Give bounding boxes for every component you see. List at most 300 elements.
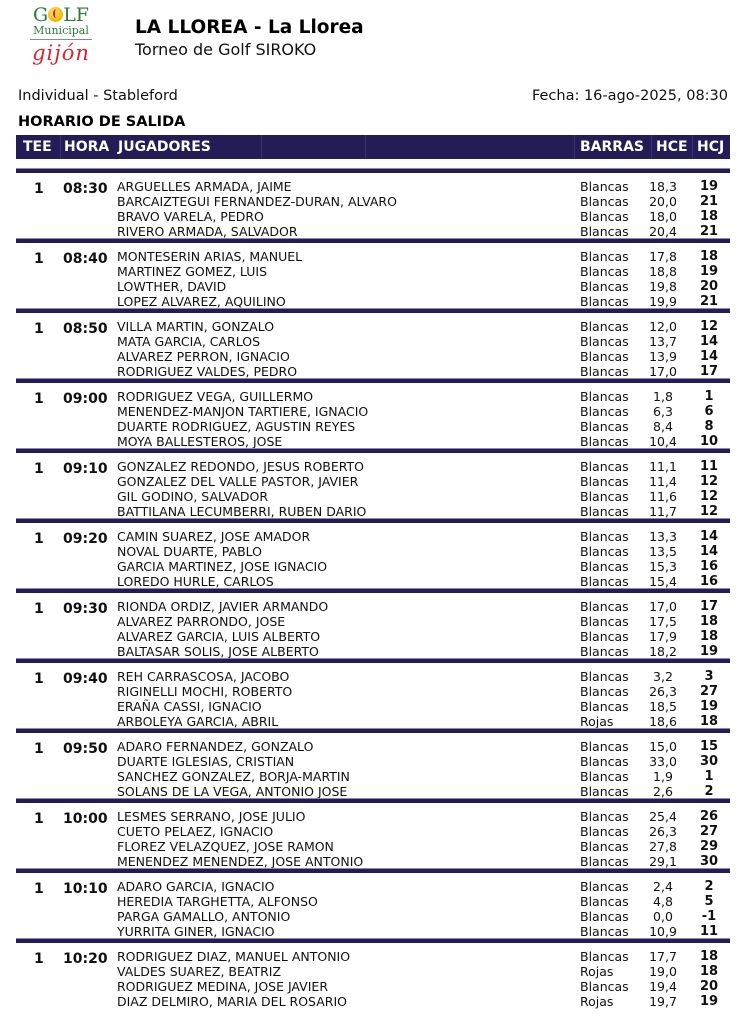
handicap-playing: 18 — [699, 949, 719, 964]
handicap-exact — [633, 544, 686, 559]
tee-time: 10:00 — [63, 811, 108, 827]
column-header-jugadores: JUGADORES — [118, 139, 211, 155]
handicap-exact — [633, 294, 686, 309]
player-name: MENENDEZ-MANJON TARTIERE, IGNACIO — [117, 404, 369, 419]
handicap-playing: 18 — [699, 964, 719, 979]
handicap-playing: 1 — [704, 769, 714, 784]
player-name: CAMIN SUAREZ, JOSE AMADOR — [117, 529, 311, 544]
tee-time-group — [16, 309, 730, 383]
handicap-exact-value: 27,8 — [649, 839, 677, 854]
handicap-exact — [633, 879, 686, 894]
tee-color: Rojas — [580, 964, 614, 979]
handicap-exact — [633, 194, 686, 209]
handicap-playing: 16 — [699, 559, 719, 574]
handicap-exact — [633, 894, 686, 909]
handicap-exact-value: 18,8 — [649, 264, 677, 279]
handicap-exact-value: 1,8 — [653, 389, 673, 404]
handicap-exact-value: 11,1 — [649, 459, 677, 474]
player-name: RODRIGUEZ MEDINA, JOSE JAVIER — [117, 979, 329, 994]
table-row — [16, 544, 730, 559]
player-name: ALVAREZ PARRONDO, JOSE — [117, 614, 286, 629]
handicap-playing: 11 — [699, 459, 719, 474]
handicap-exact — [633, 209, 686, 224]
player-name: RIVERO ARMADA, SALVADOR — [117, 224, 298, 239]
handicap-playing: 12 — [699, 319, 719, 334]
section-title: HORARIO DE SALIDA — [18, 114, 186, 130]
tee-color: Blancas — [580, 434, 629, 449]
tee-color: Blancas — [580, 614, 629, 629]
player-name: ARBOLEYA GARCIA, ABRIL — [117, 714, 279, 729]
handicap-exact — [633, 504, 686, 519]
handicap-exact-value: 19,4 — [649, 979, 677, 994]
table-row — [16, 279, 730, 294]
handicap-playing: 10 — [699, 434, 719, 449]
handicap-playing: 6 — [704, 404, 714, 419]
tee-number: 1 — [34, 391, 44, 407]
game-format: Individual - Stableford — [18, 88, 178, 104]
tee-color: Rojas — [580, 994, 614, 1009]
handicap-exact — [633, 964, 686, 979]
tee-time: 08:50 — [63, 321, 108, 337]
tee-time-group — [16, 239, 730, 313]
handicap-playing: 14 — [699, 544, 719, 559]
table-row — [16, 319, 730, 334]
handicap-playing: 18 — [699, 249, 719, 264]
handicap-exact-value: 0,0 — [653, 909, 673, 924]
handicap-playing: 17 — [699, 599, 719, 614]
table-row — [16, 489, 730, 504]
handicap-playing: 18 — [699, 714, 719, 729]
column-divider — [651, 135, 652, 159]
handicap-playing: 18 — [699, 629, 719, 644]
player-name: LOREDO HURLE, CARLOS — [117, 574, 274, 589]
handicap-exact-value: 17,9 — [649, 629, 677, 644]
table-row — [16, 854, 730, 869]
handicap-playing: 30 — [699, 854, 719, 869]
tee-time: 10:10 — [63, 881, 108, 897]
handicap-exact-value: 25,4 — [649, 809, 677, 824]
course-title: LA LLOREA - La Llorea — [135, 17, 364, 38]
handicap-playing: 11 — [699, 924, 719, 939]
tee-color: Blancas — [580, 784, 629, 799]
handicap-exact — [633, 559, 686, 574]
handicap-exact — [633, 264, 686, 279]
player-name: ALVAREZ PERRON, IGNACIO — [117, 349, 290, 364]
player-name: NOVAL DUARTE, PABLO — [117, 544, 263, 559]
handicap-exact — [633, 364, 686, 379]
handicap-exact — [633, 179, 686, 194]
handicap-playing: 30 — [699, 754, 719, 769]
tee-color: Blancas — [580, 599, 629, 614]
handicap-playing: 26 — [699, 809, 719, 824]
player-name: GONZALEZ REDONDO, JESUS ROBERTO — [117, 459, 365, 474]
date-label: Fecha: 16-ago-2025, 08:30 — [531, 88, 728, 104]
table-row — [16, 224, 730, 239]
handicap-exact-value: 19,0 — [649, 964, 677, 979]
player-name: ARGUELLES ARMADA, JAIME — [117, 179, 292, 194]
logo-city-text: gijón — [32, 41, 90, 65]
tournament-name: Torneo de Golf SIROKO — [135, 40, 317, 59]
handicap-exact-value: 13,7 — [649, 334, 677, 349]
tee-time: 09:50 — [63, 741, 108, 757]
handicap-playing: 19 — [699, 179, 719, 194]
tee-number: 1 — [34, 951, 44, 967]
table-row — [16, 574, 730, 589]
handicap-exact-value: 17,7 — [649, 949, 677, 964]
tee-color: Blancas — [580, 629, 629, 644]
table-row — [16, 979, 730, 994]
tee-color: Blancas — [580, 319, 629, 334]
handicap-exact-value: 17,5 — [649, 614, 677, 629]
table-row — [16, 894, 730, 909]
tee-number: 1 — [34, 601, 44, 617]
tee-color: Blancas — [580, 224, 629, 239]
player-name: GONZALEZ DEL VALLE PASTOR, JAVIER — [117, 474, 359, 489]
column-divider — [365, 135, 366, 159]
player-name: GIL GODINO, SALVADOR — [117, 489, 269, 504]
column-header-hce: HCE — [656, 139, 688, 155]
tee-color: Blancas — [580, 824, 629, 839]
table-row — [16, 839, 730, 854]
column-divider — [60, 135, 61, 159]
handicap-exact — [633, 769, 686, 784]
tee-time-group — [16, 169, 730, 243]
tee-time-group — [16, 729, 730, 803]
tee-color: Blancas — [580, 529, 629, 544]
tee-time-group — [16, 519, 730, 593]
player-name: HEREDIA TARGHETTA, ALFONSO — [117, 894, 318, 909]
tee-time: 09:10 — [63, 461, 108, 477]
tee-time: 09:20 — [63, 531, 108, 547]
player-name: RIGINELLI MOCHI, ROBERTO — [117, 684, 293, 699]
player-name: PARGA GAMALLO, ANTONIO — [117, 909, 291, 924]
handicap-exact-value: 19,7 — [649, 994, 677, 1009]
handicap-playing: 12 — [699, 474, 719, 489]
player-name: ERAÑA CASSI, IGNACIO — [117, 699, 262, 714]
handicap-exact — [633, 839, 686, 854]
player-name: BRAVO VARELA, PEDRO — [117, 209, 264, 224]
handicap-exact-value: 12,0 — [649, 319, 677, 334]
handicap-exact-value: 2,6 — [653, 784, 673, 799]
handicap-exact — [633, 599, 686, 614]
tee-color: Blancas — [580, 389, 629, 404]
column-divider — [261, 135, 262, 159]
table-row — [16, 349, 730, 364]
handicap-exact-value: 15,0 — [649, 739, 677, 754]
player-name: MOYA BALLESTEROS, JOSE — [117, 434, 283, 449]
logo-municipal-text: Municipal — [33, 24, 89, 37]
tee-color: Blancas — [580, 559, 629, 574]
tee-number: 1 — [34, 531, 44, 547]
handicap-exact — [633, 249, 686, 264]
player-name: LOPEZ ALVAREZ, AQUILINO — [117, 294, 286, 309]
table-row — [16, 879, 730, 894]
tee-color: Blancas — [580, 699, 629, 714]
handicap-playing: 21 — [699, 194, 719, 209]
handicap-exact-value: 10,4 — [649, 434, 677, 449]
tee-color: Blancas — [580, 279, 629, 294]
tee-color: Blancas — [580, 404, 629, 419]
tee-color: Blancas — [580, 264, 629, 279]
tee-color: Blancas — [580, 739, 629, 754]
handicap-exact — [633, 574, 686, 589]
table-row — [16, 754, 730, 769]
handicap-exact-value: 15,4 — [649, 574, 677, 589]
player-name: LOWTHER, DAVID — [117, 279, 227, 294]
player-name: GARCIA MARTINEZ, JOSE IGNACIO — [117, 559, 328, 574]
handicap-playing: 19 — [699, 264, 719, 279]
tee-color: Blancas — [580, 459, 629, 474]
player-name: DUARTE RODRIGUEZ, AGUSTIN REYES — [117, 419, 356, 434]
tee-color: Blancas — [580, 194, 629, 209]
table-row — [16, 474, 730, 489]
table-row — [16, 809, 730, 824]
player-name: LESMES SERRANO, JOSE JULIO — [117, 809, 306, 824]
player-name: RIONDA ORDIZ, JAVIER ARMANDO — [117, 599, 329, 614]
player-name: VALDES SUAREZ, BEATRIZ — [117, 964, 282, 979]
handicap-exact — [633, 714, 686, 729]
handicap-exact — [633, 784, 686, 799]
handicap-exact-value: 18,0 — [649, 209, 677, 224]
handicap-exact-value: 15,3 — [649, 559, 677, 574]
handicap-exact — [633, 824, 686, 839]
table-row — [16, 179, 730, 194]
handicap-playing: 1 — [704, 389, 714, 404]
handicap-exact-value: 17,0 — [649, 364, 677, 379]
handicap-exact-value: 19,8 — [649, 279, 677, 294]
tee-color: Blancas — [580, 754, 629, 769]
handicap-playing: 14 — [699, 529, 719, 544]
handicap-playing: 2 — [704, 879, 714, 894]
player-name: ADARO FERNANDEZ, GONZALO — [117, 739, 314, 754]
handicap-exact — [633, 334, 686, 349]
player-name: SOLANS DE LA VEGA, ANTONIO JOSE — [117, 784, 348, 799]
tee-color: Blancas — [580, 839, 629, 854]
handicap-playing: 27 — [699, 824, 719, 839]
player-name: MONTESERIN ARIAS, MANUEL — [117, 249, 303, 264]
player-name: MARTINEZ GOMEZ, LUIS — [117, 264, 268, 279]
column-divider — [692, 135, 693, 159]
handicap-exact — [633, 924, 686, 939]
handicap-exact-value: 8,4 — [653, 419, 673, 434]
handicap-exact — [633, 319, 686, 334]
table-row — [16, 909, 730, 924]
handicap-exact-value: 13,3 — [649, 529, 677, 544]
tee-color: Blancas — [580, 179, 629, 194]
handicap-playing: 17 — [699, 364, 719, 379]
table-row — [16, 684, 730, 699]
column-header-hcj: HCJ — [697, 139, 725, 155]
player-name: BARCAIZTEGUI FERNANDEZ-DURAN, ALVARO — [117, 194, 397, 209]
handicap-exact-value: 20,0 — [649, 194, 677, 209]
handicap-exact-value: 17,8 — [649, 249, 677, 264]
golf-ball-icon — [48, 7, 63, 22]
player-name: SANCHEZ GONZALEZ, BORJA-MARTIN — [117, 769, 350, 784]
handicap-playing: 18 — [699, 209, 719, 224]
table-row — [16, 294, 730, 309]
tee-color: Blancas — [580, 909, 629, 924]
handicap-exact — [633, 389, 686, 404]
tee-color: Blancas — [580, 474, 629, 489]
handicap-exact — [633, 739, 686, 754]
player-name: ALVAREZ GARCIA, LUIS ALBERTO — [117, 629, 321, 644]
handicap-exact-value: 33,0 — [649, 754, 677, 769]
player-name: DIAZ DELMIRO, MARIA DEL ROSARIO — [117, 994, 347, 1009]
tee-time: 10:20 — [63, 951, 108, 967]
tee-time: 09:40 — [63, 671, 108, 687]
table-row — [16, 194, 730, 209]
tee-time: 09:00 — [63, 391, 108, 407]
table-row — [16, 334, 730, 349]
tee-time: 08:30 — [63, 181, 108, 197]
table-row — [16, 644, 730, 659]
handicap-exact-value: 18,6 — [649, 714, 677, 729]
handicap-playing: 21 — [699, 294, 719, 309]
tee-color: Blancas — [580, 364, 629, 379]
table-row — [16, 559, 730, 574]
tee-number: 1 — [34, 741, 44, 757]
table-row — [16, 419, 730, 434]
handicap-exact — [633, 474, 686, 489]
handicap-exact — [633, 854, 686, 869]
tee-color: Blancas — [580, 809, 629, 824]
handicap-exact — [633, 994, 686, 1009]
tee-number: 1 — [34, 671, 44, 687]
table-row — [16, 739, 730, 754]
handicap-exact-value: 13,5 — [649, 544, 677, 559]
tee-color: Blancas — [580, 249, 629, 264]
handicap-playing: 29 — [699, 839, 719, 854]
player-name: RODRIGUEZ VALDES, PEDRO — [117, 364, 298, 379]
handicap-exact — [633, 224, 686, 239]
handicap-playing: 3 — [704, 669, 714, 684]
tee-time-group — [16, 589, 730, 663]
table-row — [16, 714, 730, 729]
tee-color: Blancas — [580, 854, 629, 869]
tee-color: Rojas — [580, 714, 614, 729]
column-header-hora: HORA — [64, 139, 110, 155]
table-row — [16, 529, 730, 544]
handicap-exact — [633, 699, 686, 714]
player-name: FLOREZ VELAZQUEZ, JOSE RAMON — [117, 839, 334, 854]
tee-color: Blancas — [580, 334, 629, 349]
tee-number: 1 — [34, 321, 44, 337]
handicap-playing: 8 — [704, 419, 714, 434]
handicap-exact — [633, 434, 686, 449]
handicap-exact-value: 11,7 — [649, 504, 677, 519]
handicap-exact — [633, 669, 686, 684]
handicap-exact — [633, 809, 686, 824]
tee-color: Blancas — [580, 894, 629, 909]
column-header-tee: TEE — [23, 139, 52, 155]
table-row — [16, 629, 730, 644]
handicap-exact-value: 17,0 — [649, 599, 677, 614]
handicap-exact-value: 11,4 — [649, 474, 677, 489]
handicap-playing: 12 — [699, 504, 719, 519]
handicap-exact-value: 19,9 — [649, 294, 677, 309]
handicap-exact — [633, 979, 686, 994]
handicap-exact — [633, 529, 686, 544]
player-name: CUETO PELAEZ, IGNACIO — [117, 824, 274, 839]
tee-color: Blancas — [580, 644, 629, 659]
table-row — [16, 784, 730, 799]
handicap-exact — [633, 419, 686, 434]
tee-color: Blancas — [580, 504, 629, 519]
tee-time-group — [16, 869, 730, 943]
tee-color: Blancas — [580, 419, 629, 434]
table-row — [16, 404, 730, 419]
tee-number: 1 — [34, 251, 44, 267]
handicap-exact — [633, 404, 686, 419]
handicap-playing: 2 — [704, 784, 714, 799]
handicap-playing: 20 — [699, 279, 719, 294]
table-row — [16, 994, 730, 1009]
table-row — [16, 769, 730, 784]
tee-color: Blancas — [580, 294, 629, 309]
tee-color: Blancas — [580, 574, 629, 589]
handicap-playing: 14 — [699, 334, 719, 349]
handicap-playing: 15 — [699, 739, 719, 754]
table-row — [16, 504, 730, 519]
handicap-exact-value: 3,2 — [653, 669, 673, 684]
handicap-exact-value: 18,2 — [649, 644, 677, 659]
handicap-exact — [633, 754, 686, 769]
handicap-playing: 18 — [699, 614, 719, 629]
table-header — [16, 135, 730, 159]
handicap-playing: 12 — [699, 489, 719, 504]
tee-time: 09:30 — [63, 601, 108, 617]
handicap-playing: -1 — [701, 909, 717, 924]
handicap-playing: 21 — [699, 224, 719, 239]
handicap-exact — [633, 349, 686, 364]
table-row — [16, 924, 730, 939]
tee-color: Blancas — [580, 489, 629, 504]
tee-number: 1 — [34, 461, 44, 477]
tee-time-group — [16, 659, 730, 733]
handicap-exact — [633, 644, 686, 659]
handicap-exact-value: 13,9 — [649, 349, 677, 364]
tee-color: Blancas — [580, 209, 629, 224]
handicap-exact-value: 18,3 — [649, 179, 677, 194]
logo-divider — [30, 39, 92, 40]
handicap-playing: 19 — [699, 644, 719, 659]
table-row — [16, 434, 730, 449]
handicap-playing: 19 — [699, 699, 719, 714]
handicap-exact — [633, 614, 686, 629]
handicap-exact — [633, 684, 686, 699]
table-row — [16, 364, 730, 379]
column-divider — [574, 135, 575, 159]
tee-time: 08:40 — [63, 251, 108, 267]
handicap-exact-value: 1,9 — [653, 769, 673, 784]
tee-time-group — [16, 379, 730, 453]
table-row — [16, 209, 730, 224]
handicap-exact-value: 4,8 — [653, 894, 673, 909]
player-name: DUARTE IGLESIAS, CRISTIAN — [117, 754, 295, 769]
tee-number: 1 — [34, 181, 44, 197]
handicap-exact-value: 26,3 — [649, 684, 677, 699]
tee-color: Blancas — [580, 979, 629, 994]
handicap-exact — [633, 459, 686, 474]
handicap-exact — [633, 949, 686, 964]
player-name: REH CARRASCOSA, JACOBO — [117, 669, 290, 684]
handicap-playing: 19 — [699, 994, 719, 1009]
player-name: RODRIGUEZ VEGA, GUILLERMO — [117, 389, 314, 404]
table-row — [16, 459, 730, 474]
tee-time-group — [16, 939, 730, 1013]
tee-color: Blancas — [580, 349, 629, 364]
handicap-exact-value: 26,3 — [649, 824, 677, 839]
